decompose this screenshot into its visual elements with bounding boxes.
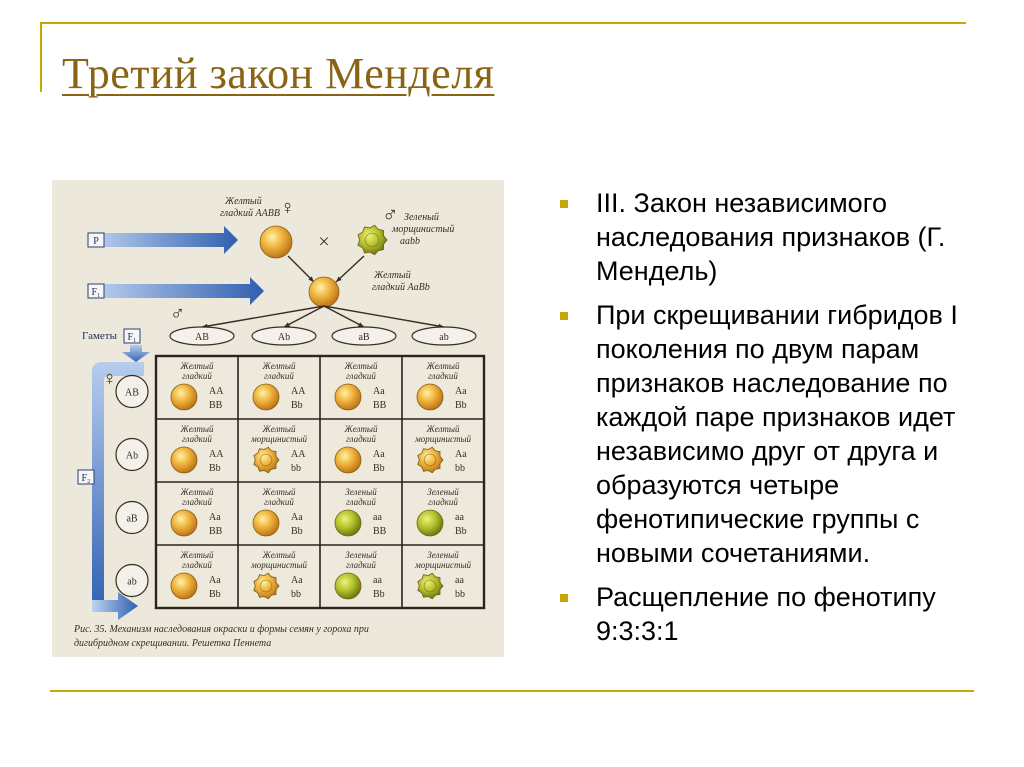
f1-hybrid-label: Желтый (374, 270, 411, 281)
f1-label: F₁ (91, 287, 101, 298)
cell-phenotype: Зеленый (427, 487, 459, 497)
cell-phenotype: Желтый (344, 361, 378, 371)
bullet-item: При скрещивании гибридов I поколения по двум парам признаков наследование по каждой паре признаков идет независимо друг от друга и образуются четыре фенотипические группы с новыми сочетаниями. (560, 298, 980, 570)
cell-genotype: BB (373, 400, 387, 411)
cell-pea-yellow-smooth (171, 384, 197, 410)
figure-caption: дигибридном скрещивании. Решетка Пеннета (74, 638, 272, 649)
cell-genotype: Aa (455, 386, 467, 397)
female-symbol: ♀ (280, 197, 295, 219)
cell-phenotype: Желтый (426, 361, 460, 371)
cell-genotype: bb (291, 589, 301, 600)
cell-genotype: Aa (209, 575, 221, 586)
cell-genotype: Bb (373, 463, 385, 474)
gamete-label-male: ab (439, 332, 449, 343)
f1-hybrid-pea (309, 277, 339, 307)
gamete-label-male: aB (358, 332, 370, 343)
parent-male-label: Зеленый (404, 212, 439, 223)
figure-caption: Рис. 35. Механизм наследования окраски и формы семян у гороха при (74, 624, 369, 635)
bullet-marker (560, 312, 568, 320)
parent-male-label: морщинистый (392, 224, 455, 235)
gamete-label-male: AB (195, 332, 209, 343)
cell-phenotype: Зеленый (345, 550, 377, 560)
cell-phenotype: Желтый (262, 487, 296, 497)
gamete-label-female: aB (126, 513, 138, 525)
f1-hybrid-label: гладкий AaBb (372, 282, 430, 293)
gamete-male-symbol: ♂ (170, 303, 185, 325)
cell-genotype: aa (455, 512, 464, 523)
cell-pea-yellow-smooth (417, 384, 443, 410)
cell-pea-yellow-smooth (335, 384, 361, 410)
bullet-marker (560, 594, 568, 602)
cross-line-male (336, 256, 364, 282)
cell-genotype: bb (455, 463, 465, 474)
cell-pea-yellow-smooth (171, 573, 197, 599)
cell-genotype: Bb (455, 400, 467, 411)
cell-genotype: AA (209, 386, 224, 397)
cell-genotype: aa (373, 512, 382, 523)
cell-phenotype: гладкий (428, 371, 458, 381)
gamete-line (324, 306, 444, 327)
cell-pea-green-smooth (335, 573, 361, 599)
parent-yellow-smooth-pea (260, 226, 292, 258)
cell-genotype: Aa (373, 449, 385, 460)
bullet-item: Расщепление по фенотипу 9:3:3:1 (560, 580, 980, 648)
cell-genotype: aa (455, 575, 464, 586)
cell-genotype: bb (455, 589, 465, 600)
cell-phenotype: гладкий (428, 497, 458, 507)
mendel-figure (52, 180, 504, 657)
parent-female-label: Желтый (225, 196, 262, 207)
f2-label: F₂ (81, 473, 91, 484)
slide-title: Третий закон Менделя (62, 49, 495, 98)
cell-genotype: AA (291, 386, 306, 397)
cell-genotype: Aa (291, 512, 303, 523)
cell-genotype: Aa (373, 386, 385, 397)
punnett-diagram (52, 180, 504, 657)
cell-phenotype: гладкий (182, 497, 212, 507)
cell-genotype: Bb (209, 589, 221, 600)
cell-phenotype: Желтый (262, 361, 296, 371)
cell-phenotype: морщинистый (250, 434, 308, 444)
cell-phenotype: гладкий (346, 434, 376, 444)
cell-genotype: BB (209, 526, 223, 537)
cell-pea-yellow-smooth (335, 447, 361, 473)
cell-genotype: Aa (209, 512, 221, 523)
cell-genotype: Bb (291, 526, 303, 537)
cell-phenotype: Желтый (180, 487, 214, 497)
cell-phenotype: гладкий (182, 434, 212, 444)
gamete-label-female: ab (127, 576, 137, 588)
bullet-marker (560, 200, 568, 208)
cell-genotype: AA (209, 449, 224, 460)
cell-phenotype: морщинистый (414, 434, 472, 444)
cell-pea-yellow-smooth (171, 447, 197, 473)
cell-pea-green-smooth (335, 510, 361, 536)
cell-pea-yellow-smooth (253, 510, 279, 536)
male-symbol: ♂ (382, 202, 399, 227)
cell-phenotype: Зеленый (427, 550, 459, 560)
cell-pea-green-smooth (417, 510, 443, 536)
cell-phenotype: морщинистый (414, 560, 472, 570)
cell-phenotype: морщинистый (250, 560, 308, 570)
gamete-label-female: AB (125, 387, 139, 399)
cell-phenotype: Желтый (180, 361, 214, 371)
cell-genotype: aa (373, 575, 382, 586)
cell-phenotype: Желтый (262, 550, 296, 560)
p-label: P (93, 236, 99, 247)
parent-female-label: гладкий AABB (220, 208, 280, 219)
cell-genotype: Bb (455, 526, 467, 537)
cross-symbol: × (318, 231, 330, 253)
cell-phenotype: гладкий (264, 371, 294, 381)
cell-genotype: AA (291, 449, 306, 460)
cell-phenotype: Желтый (180, 550, 214, 560)
gamete-female-symbol: ♀ (102, 368, 117, 390)
gametes-down-arrow (122, 345, 150, 362)
cell-phenotype: гладкий (182, 371, 212, 381)
gametes-label: Гаметы (82, 330, 118, 342)
cell-phenotype: гладкий (182, 560, 212, 570)
gamete-label-male: Ab (277, 332, 291, 343)
cell-phenotype: Желтый (344, 424, 378, 434)
gamete-line (202, 306, 324, 327)
cell-phenotype: Желтый (180, 424, 214, 434)
cell-phenotype: Зеленый (345, 487, 377, 497)
cell-genotype: Aa (291, 575, 303, 586)
cell-genotype: Bb (373, 589, 385, 600)
cell-phenotype: гладкий (346, 497, 376, 507)
cell-phenotype: гладкий (346, 371, 376, 381)
p-arrow (88, 226, 238, 254)
cell-phenotype: Желтый (262, 424, 296, 434)
bullet-list (560, 186, 980, 658)
cell-pea-yellow-smooth (253, 384, 279, 410)
parent-green-wrinkled-pea (358, 225, 387, 255)
left-rule (40, 22, 42, 92)
parent-male-label: aabb (400, 236, 420, 247)
bottom-rule (50, 690, 974, 692)
cell-genotype: Aa (455, 449, 467, 460)
bullet-item: III. Закон независимого наследования признаков (Г. Мендель) (560, 186, 980, 288)
cell-genotype: BB (209, 400, 223, 411)
gamete-label-female: Ab (125, 450, 139, 462)
cell-genotype: bb (291, 463, 301, 474)
cell-phenotype: Желтый (426, 424, 460, 434)
cell-genotype: Bb (291, 400, 303, 411)
cell-genotype: BB (373, 526, 387, 537)
gametes-f1-label: F₁ (127, 332, 137, 343)
cell-genotype: Bb (209, 463, 221, 474)
cell-phenotype: гладкий (346, 560, 376, 570)
top-rule (40, 22, 966, 24)
cell-phenotype: гладкий (264, 497, 294, 507)
cell-pea-yellow-smooth (171, 510, 197, 536)
f1-arrow (88, 277, 264, 305)
